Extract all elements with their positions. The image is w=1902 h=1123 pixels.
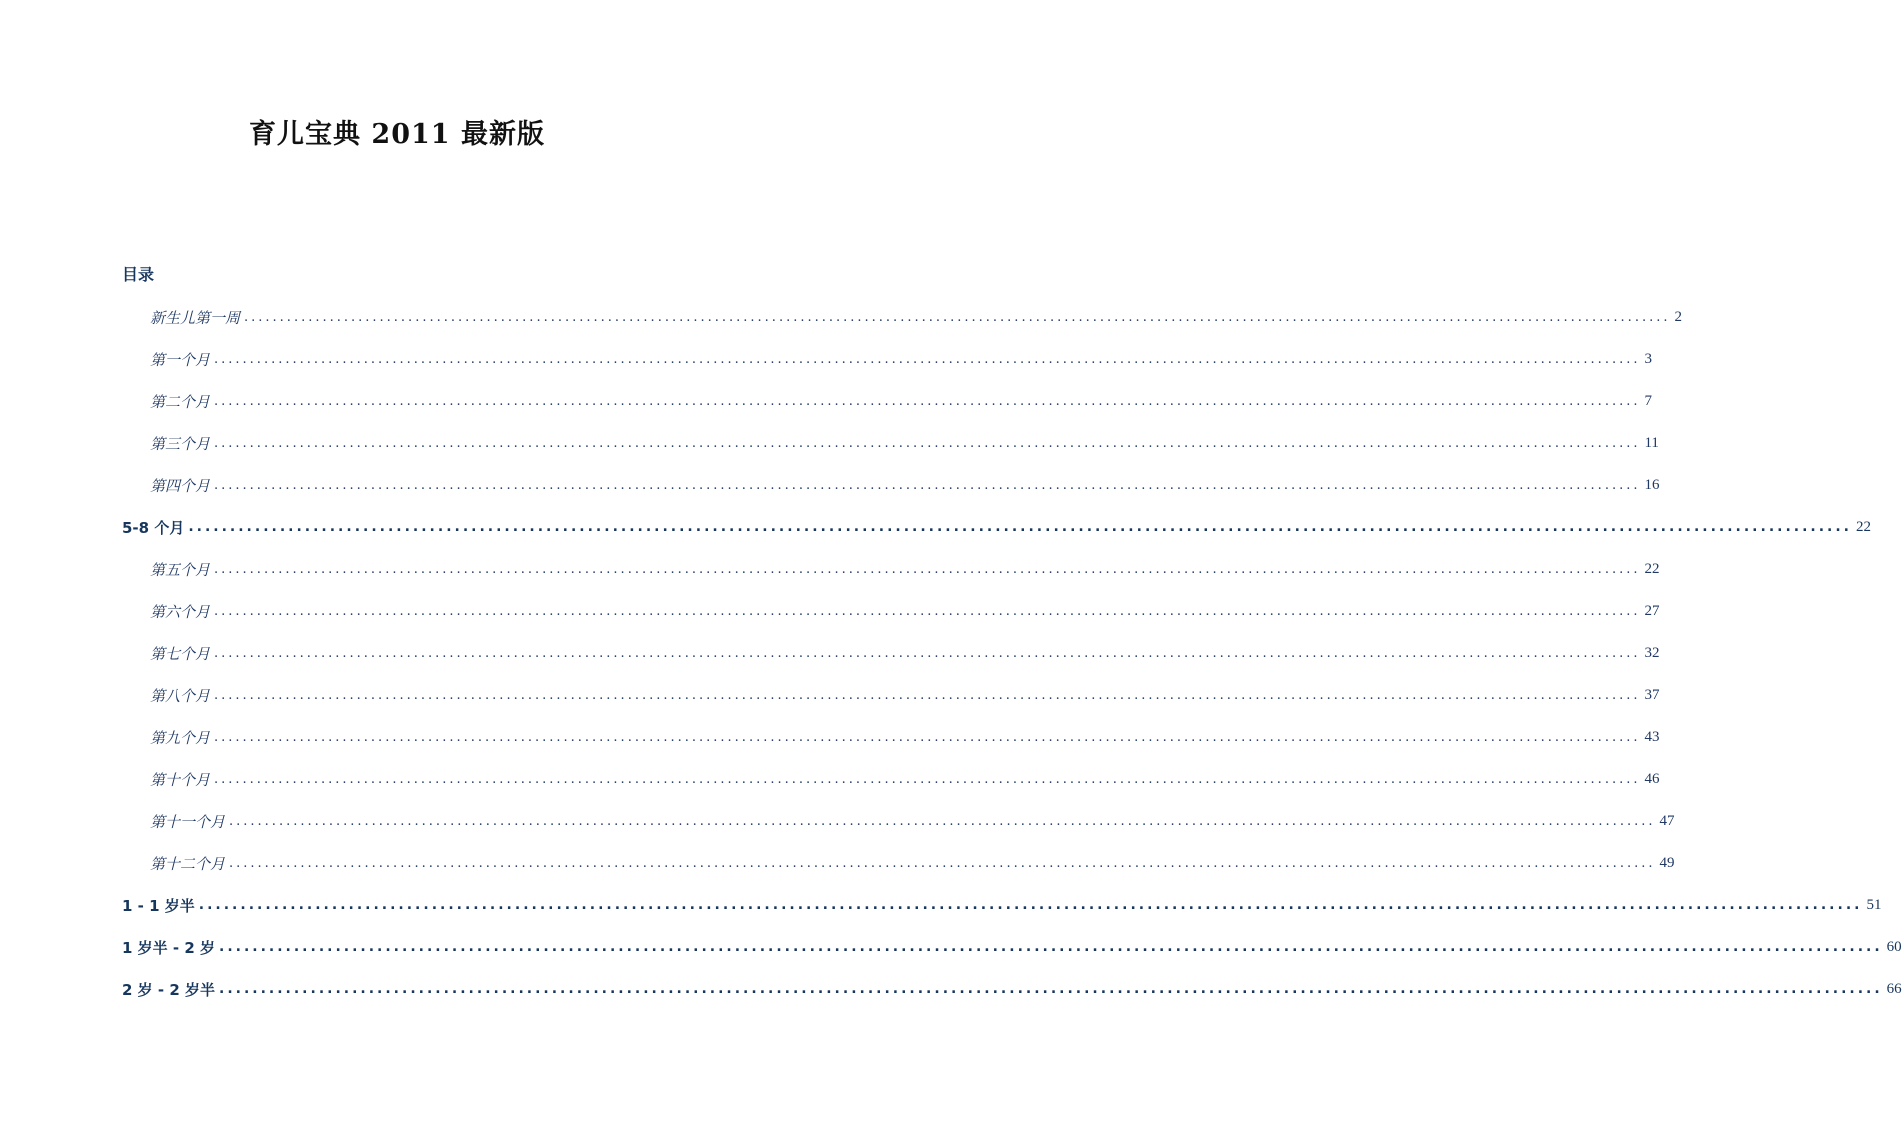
- toc-dot-leader: ........................................................................................................................................................................................................: [229, 855, 1656, 871]
- toc-entry-label: 第五个月: [150, 560, 211, 579]
- toc-entry-label: 新生儿第一周: [150, 308, 241, 327]
- toc-entry[interactable]: [150, 800, 1675, 842]
- toc-entry-label: 第三个月: [150, 434, 211, 453]
- toc-entry-page-number: 27: [1644, 602, 1660, 619]
- toc-entry[interactable]: [150, 590, 1660, 632]
- toc-dot-leader: ........................................................................................................................................................................................................: [214, 645, 1641, 661]
- toc-entry-page-number: 3: [1644, 350, 1652, 367]
- document-title: 育儿宝典 2011 最新版: [249, 119, 545, 150]
- toc-entry[interactable]: [150, 716, 1660, 758]
- toc-entry[interactable]: [150, 674, 1660, 716]
- toc-entry-page-number: 2: [1674, 308, 1682, 325]
- toc-entry-label: 第十一个月: [150, 812, 226, 831]
- toc-dot-leader: ........................................................................................................................................................................................................: [214, 561, 1641, 577]
- toc-heading: 目录: [122, 265, 155, 284]
- toc-entry[interactable]: [150, 422, 1659, 464]
- toc-entry-page-number: 46: [1644, 770, 1660, 787]
- toc-dot-leader: ........................................................................................................................................................................................................: [214, 603, 1641, 619]
- toc-entry[interactable]: [150, 758, 1660, 800]
- toc-entry-label: 第八个月: [150, 686, 211, 705]
- toc-dot-leader: ........................................................................................................................................................................................................: [198, 897, 1863, 913]
- toc-dot-leader: ........................................................................................................................................................................................................: [214, 687, 1641, 703]
- toc-entry-page-number: 47: [1659, 812, 1675, 829]
- toc-entry[interactable]: [150, 338, 1652, 380]
- toc-entry[interactable]: [150, 296, 1682, 338]
- toc-dot-leader: ........................................................................................................................................................................................................: [214, 729, 1641, 745]
- toc-entry[interactable]: [122, 968, 1902, 1010]
- toc-entry-label: 第四个月: [150, 476, 211, 495]
- toc-entry[interactable]: [150, 842, 1675, 884]
- toc-entry-label: 1 - 1 岁半: [122, 896, 195, 915]
- toc-entry-page-number: 60: [1886, 938, 1902, 955]
- toc-dot-leader: ........................................................................................................................................................................................................: [214, 435, 1641, 451]
- toc-entry-label: 第九个月: [150, 728, 211, 747]
- toc-entry-page-number: 32: [1644, 644, 1660, 661]
- toc-entry-page-number: 11: [1644, 434, 1659, 451]
- toc-dot-leader: ........................................................................................................................................................................................................: [214, 351, 1641, 367]
- toc-entry[interactable]: [122, 926, 1902, 968]
- toc-entry-page-number: 49: [1659, 854, 1675, 871]
- toc-entry-label: 1 岁半 - 2 岁: [122, 938, 215, 957]
- toc-dot-leader: ........................................................................................................................................................................................................: [214, 477, 1641, 493]
- toc-entry-label: 第六个月: [150, 602, 211, 621]
- toc-entry[interactable]: [122, 884, 1882, 926]
- toc-entry-label: 第一个月: [150, 350, 211, 369]
- toc-entry-page-number: 51: [1866, 896, 1882, 913]
- toc-dot-leader: ........................................................................................................................................................................................................: [219, 981, 1883, 997]
- toc-entry-page-number: 16: [1644, 476, 1660, 493]
- toc-entry[interactable]: [122, 506, 1871, 548]
- toc-entry-page-number: 43: [1644, 728, 1660, 745]
- toc-entry[interactable]: [150, 380, 1652, 422]
- toc-entry[interactable]: [150, 632, 1660, 674]
- toc-entry-label: 第十二个月: [150, 854, 226, 873]
- toc-entry-label: 2 岁 - 2 岁半: [122, 980, 215, 999]
- toc-entry-label: 5-8 个月: [122, 518, 185, 537]
- toc-entry-page-number: 66: [1886, 980, 1902, 997]
- toc-entry-label: 第七个月: [150, 644, 211, 663]
- toc-entry-label: 第二个月: [150, 392, 211, 411]
- toc-dot-leader: ........................................................................................................................................................................................................: [214, 393, 1641, 409]
- toc-dot-leader: ........................................................................................................................................................................................................: [219, 939, 1883, 955]
- toc-entry[interactable]: [150, 548, 1660, 590]
- toc-dot-leader: ........................................................................................................................................................................................................: [244, 309, 1671, 325]
- toc-dot-leader: ........................................................................................................................................................................................................: [229, 813, 1656, 829]
- toc-entry[interactable]: [150, 464, 1660, 506]
- toc-entry-page-number: 37: [1644, 686, 1660, 703]
- toc-entry-page-number: 22: [1644, 560, 1660, 577]
- toc-dot-leader: ........................................................................................................................................................................................................: [188, 519, 1852, 535]
- toc-entry-page-number: 7: [1644, 392, 1652, 409]
- toc-dot-leader: ........................................................................................................................................................................................................: [214, 771, 1641, 787]
- toc-entry-label: 第十个月: [150, 770, 211, 789]
- toc-entry-page-number: 22: [1856, 518, 1871, 535]
